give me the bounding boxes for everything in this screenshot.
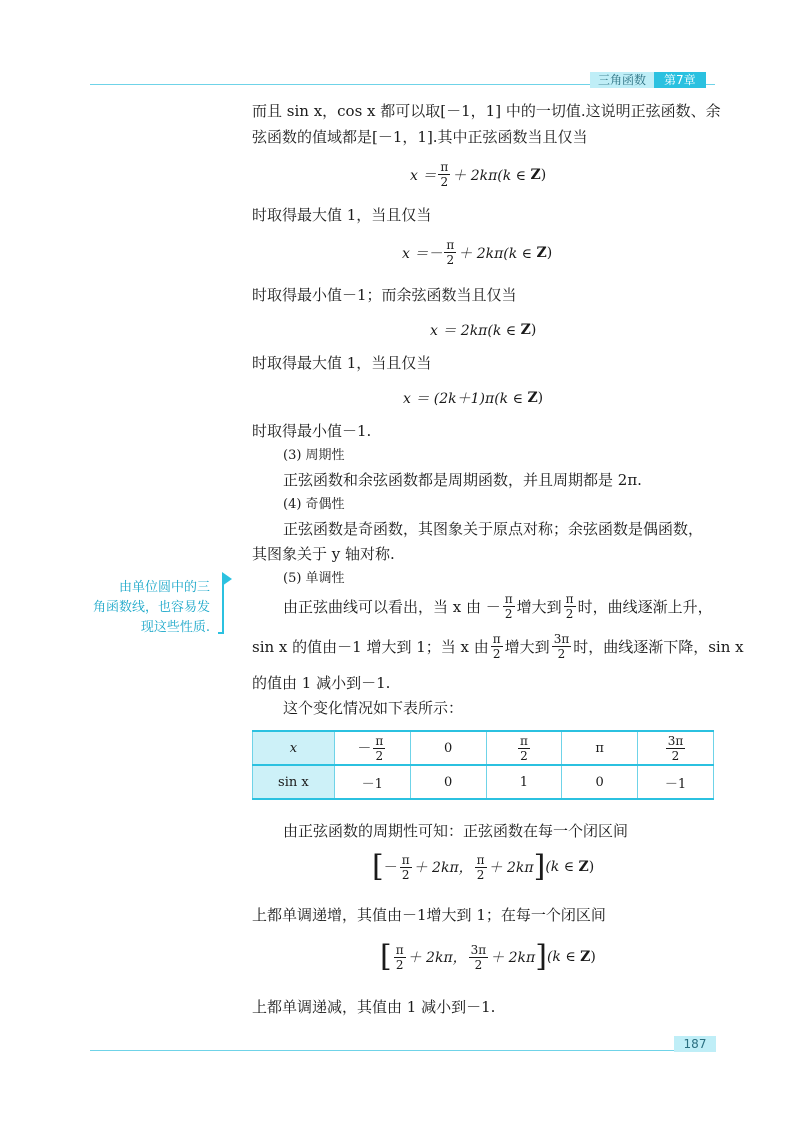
fraction: $\frac{3\pi}{2}$: [470, 942, 487, 972]
paragraph-line: 由正弦曲线可以看出，当 x 由 － $\frac{\pi}{2}$ 增大到 $\frac{\pi}{2}$ 时，曲线逐渐上升，: [283, 592, 713, 621]
formula-max-cos: x ＝ 2kπ(k ∈ Z ): [430, 322, 537, 339]
paragraph-line: sin x 的值由－1 增大到 1；当 x 由 $\frac{\pi}{2}$ 增大到 $\frac{3\pi}{2}$ 时，曲线逐渐下降，sin x: [252, 632, 744, 661]
paragraph-line: 这个变化情况如下表所示：: [283, 699, 464, 717]
fraction: $\frac{\pi}{2}$: [446, 238, 455, 267]
chapter-tag: [590, 72, 706, 88]
fraction: $\frac{\pi}{2}$: [504, 592, 513, 621]
table-cell: 1: [486, 765, 562, 799]
table-cell: －1: [334, 765, 410, 799]
paragraph-line: 上都单调递减，其值由 1 减小到－1.: [252, 998, 496, 1016]
table-row: [253, 765, 714, 799]
table-cell: － $\frac{\pi}{2}$: [334, 731, 410, 765]
table-cell: －1: [638, 765, 714, 799]
paragraph-line: 时取得最小值－1.: [252, 422, 372, 440]
paragraph-line: 正弦函数和余弦函数都是周期函数，并且周期都是 2π.: [283, 471, 642, 489]
fraction: $\frac{\pi}{2}$: [476, 852, 485, 882]
paragraph-line: 时取得最大值 1，当且仅当: [252, 206, 432, 224]
paragraph-line: 弦函数的值域都是[－1，1].其中正弦函数当且仅当: [252, 128, 588, 146]
topic-label: 三角函数: [590, 72, 654, 88]
paragraph-line: 的值由 1 减小到－1.: [252, 674, 391, 692]
table-header: x: [253, 731, 335, 765]
page-number: 187: [674, 1036, 716, 1052]
variation-table: [252, 730, 714, 800]
note-bracket: [218, 582, 224, 634]
section-heading-parity: (4) 奇偶性: [283, 497, 345, 512]
table-row: [253, 731, 714, 765]
table-header: sin x: [253, 765, 335, 799]
paragraph-line: 时取得最小值－1；而余弦函数当且仅当: [252, 286, 517, 304]
fraction: $\frac{\pi}{2}$: [440, 160, 449, 189]
interval-increasing: [ － $\frac{\pi}{2}$ ＋ 2kπ， $\frac{\pi}{2}$ ＋ 2kπ ] (k ∈ Z ): [372, 849, 595, 884]
table-cell: π: [562, 731, 638, 765]
paragraph-line: 时取得最大值 1，当且仅当: [252, 354, 432, 372]
fraction: $\frac{\pi}{2}$: [492, 632, 501, 661]
formula-min-cos: x ＝ (2k＋1)π(k ∈ Z ): [403, 390, 544, 407]
section-heading-monotonicity: (5) 单调性: [283, 571, 345, 586]
table-cell: $\frac{3\pi}{2}$: [638, 731, 714, 765]
chapter-label: 第7章: [654, 72, 706, 88]
table-cell: 0: [410, 731, 486, 765]
paragraph-line: 而且 sin x，cos x 都可以取[－1，1] 中的一切值.这说明正弦函数、余: [252, 102, 721, 120]
table-cell: $\frac{\pi}{2}$: [486, 731, 562, 765]
fraction: $\frac{3\pi}{2}$: [553, 632, 570, 661]
table-cell: 0: [410, 765, 486, 799]
footer-rule: [90, 1050, 715, 1051]
paragraph-line: 正弦函数是奇函数，其图象关于原点对称；余弦函数是偶函数，: [283, 520, 704, 538]
formula-min-sin: x ＝－ $\frac{\pi}{2}$ ＋ 2kπ(k ∈ Z ): [402, 238, 553, 267]
fraction: $\frac{\pi}{2}$: [401, 852, 410, 882]
fraction: $\frac{\pi}{2}$: [395, 942, 404, 972]
table-cell: 0: [562, 765, 638, 799]
margin-note: 由单位圆中的三 角函数线，也容易发 现这些性质.: [92, 580, 210, 635]
paragraph-line: 其图象关于 y 轴对称.: [252, 545, 395, 563]
paragraph-line: 由正弦函数的周期性可知：正弦函数在每一个闭区间: [283, 822, 629, 840]
section-heading-periodicity: (3) 周期性: [283, 448, 345, 463]
fraction: $\frac{\pi}{2}$: [565, 592, 574, 621]
interval-decreasing: [ $\frac{\pi}{2}$ ＋ 2kπ， $\frac{3\pi}{2}$ ＋ 2kπ ] (k ∈ Z ): [380, 939, 596, 974]
paragraph-line: 上都单调递增，其值由－1增大到 1；在每一个闭区间: [252, 906, 606, 924]
formula-max-sin: x ＝ $\frac{\pi}{2}$ ＋ 2kπ(k ∈ Z ): [410, 160, 547, 189]
